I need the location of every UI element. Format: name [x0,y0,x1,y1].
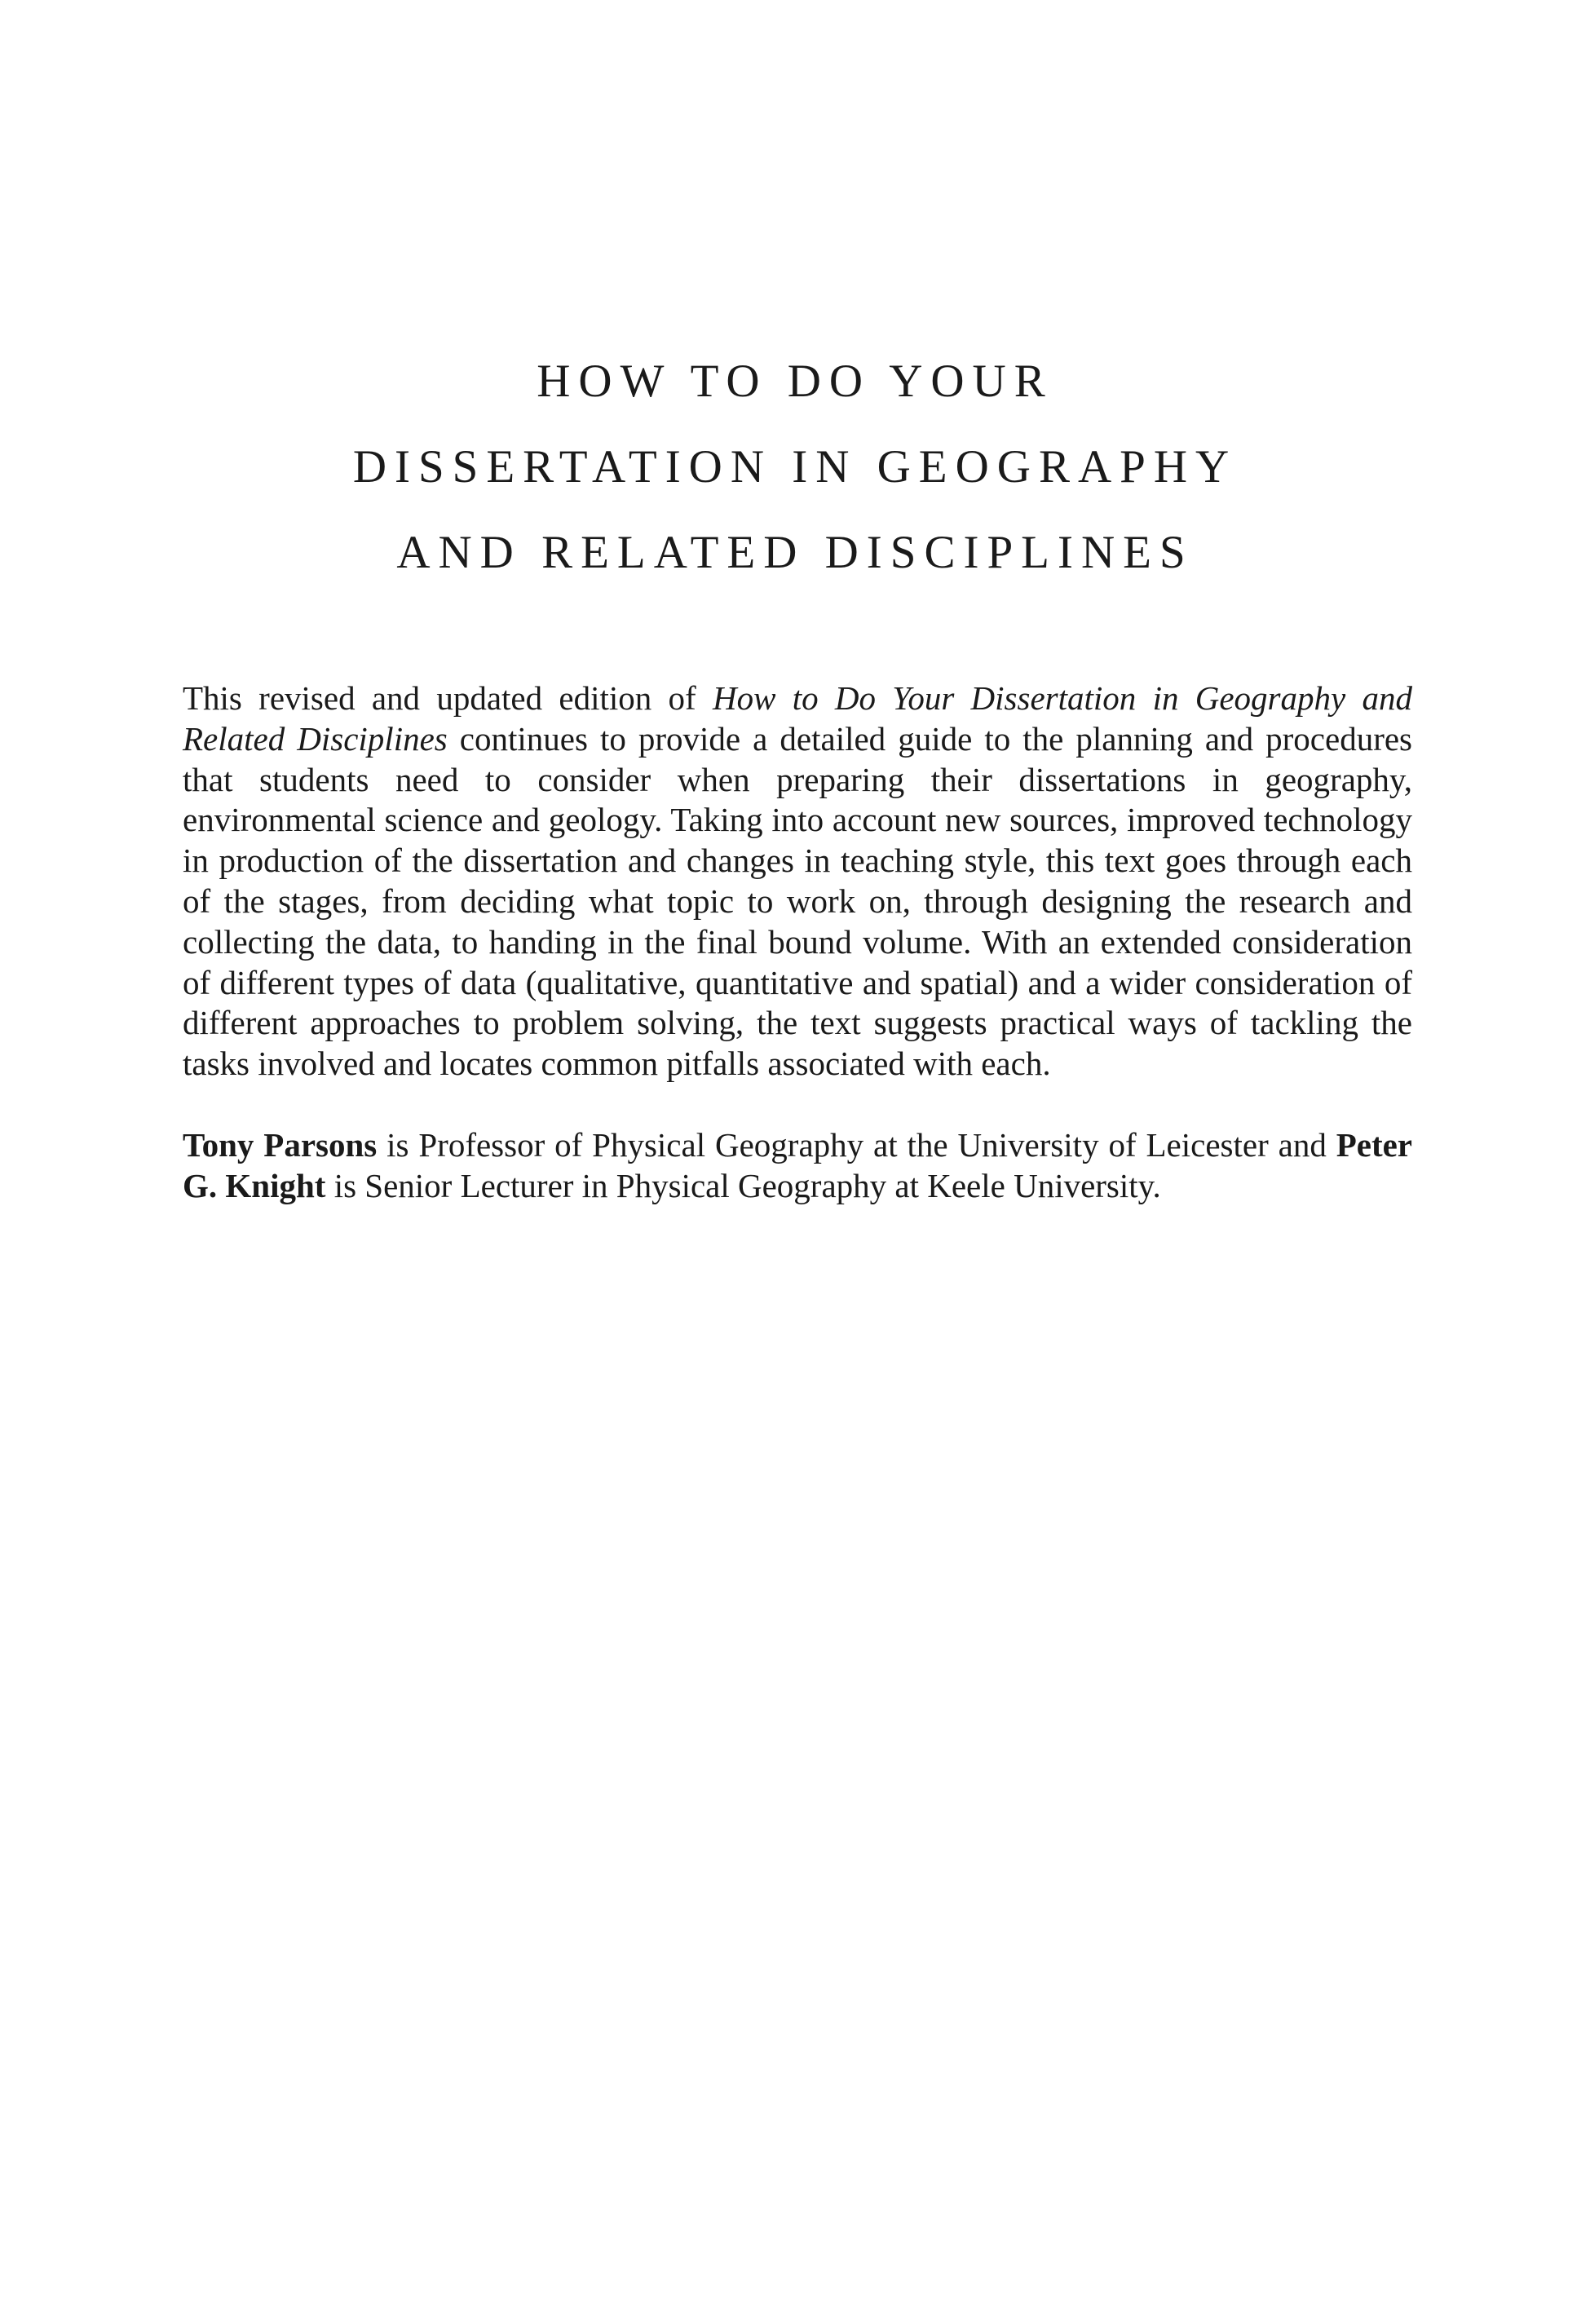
description-paragraph [183,678,1412,1085]
author-name-1: Tony Parsons [183,1125,378,1164]
author-bio-2: is Senior Lecturer in Physical Geography at Keele University. [325,1166,1161,1204]
title-line-2: DISSERTATION IN GEOGRAPHY [352,441,1238,493]
title-line-1: HOW TO DO YOUR [537,356,1053,407]
title-line-3: AND RELATED DISCIPLINES [396,527,1194,578]
blurb [183,678,1412,1207]
book-title-italic-part-2: Related Disciplines [183,719,448,758]
description-intro: This revised and updated edition of [183,679,713,717]
book-title [0,338,1590,595]
description-body: continues to provide a detailed guide to the planning and procedures that students need to consider when preparing their dissertations in geography, environmental science and geology. Taking into account new sources, improved technology in production of the dissertation and changes in teaching style, this text goes through each of the stages, from deciding what topic to work on, through designing the research and collecting the data, to handing in the final bound volume. With an extended consideration of different types of data (qualitative, quantitative and spatial) and a wider consideration of different approaches to problem solving, the text suggests practical ways of tackling the tasks involved and locates common pitfalls associated with each. [183,719,1412,1083]
book-title-italic-part-1: How to Do Your Dissertation in Geography and [712,679,1412,717]
author-name-2: Peter G. Knight [183,1125,1412,1204]
author-bio-1: is Professor of Physical Geography at the University of Leicester and [377,1125,1336,1164]
authors-paragraph [183,1125,1412,1207]
